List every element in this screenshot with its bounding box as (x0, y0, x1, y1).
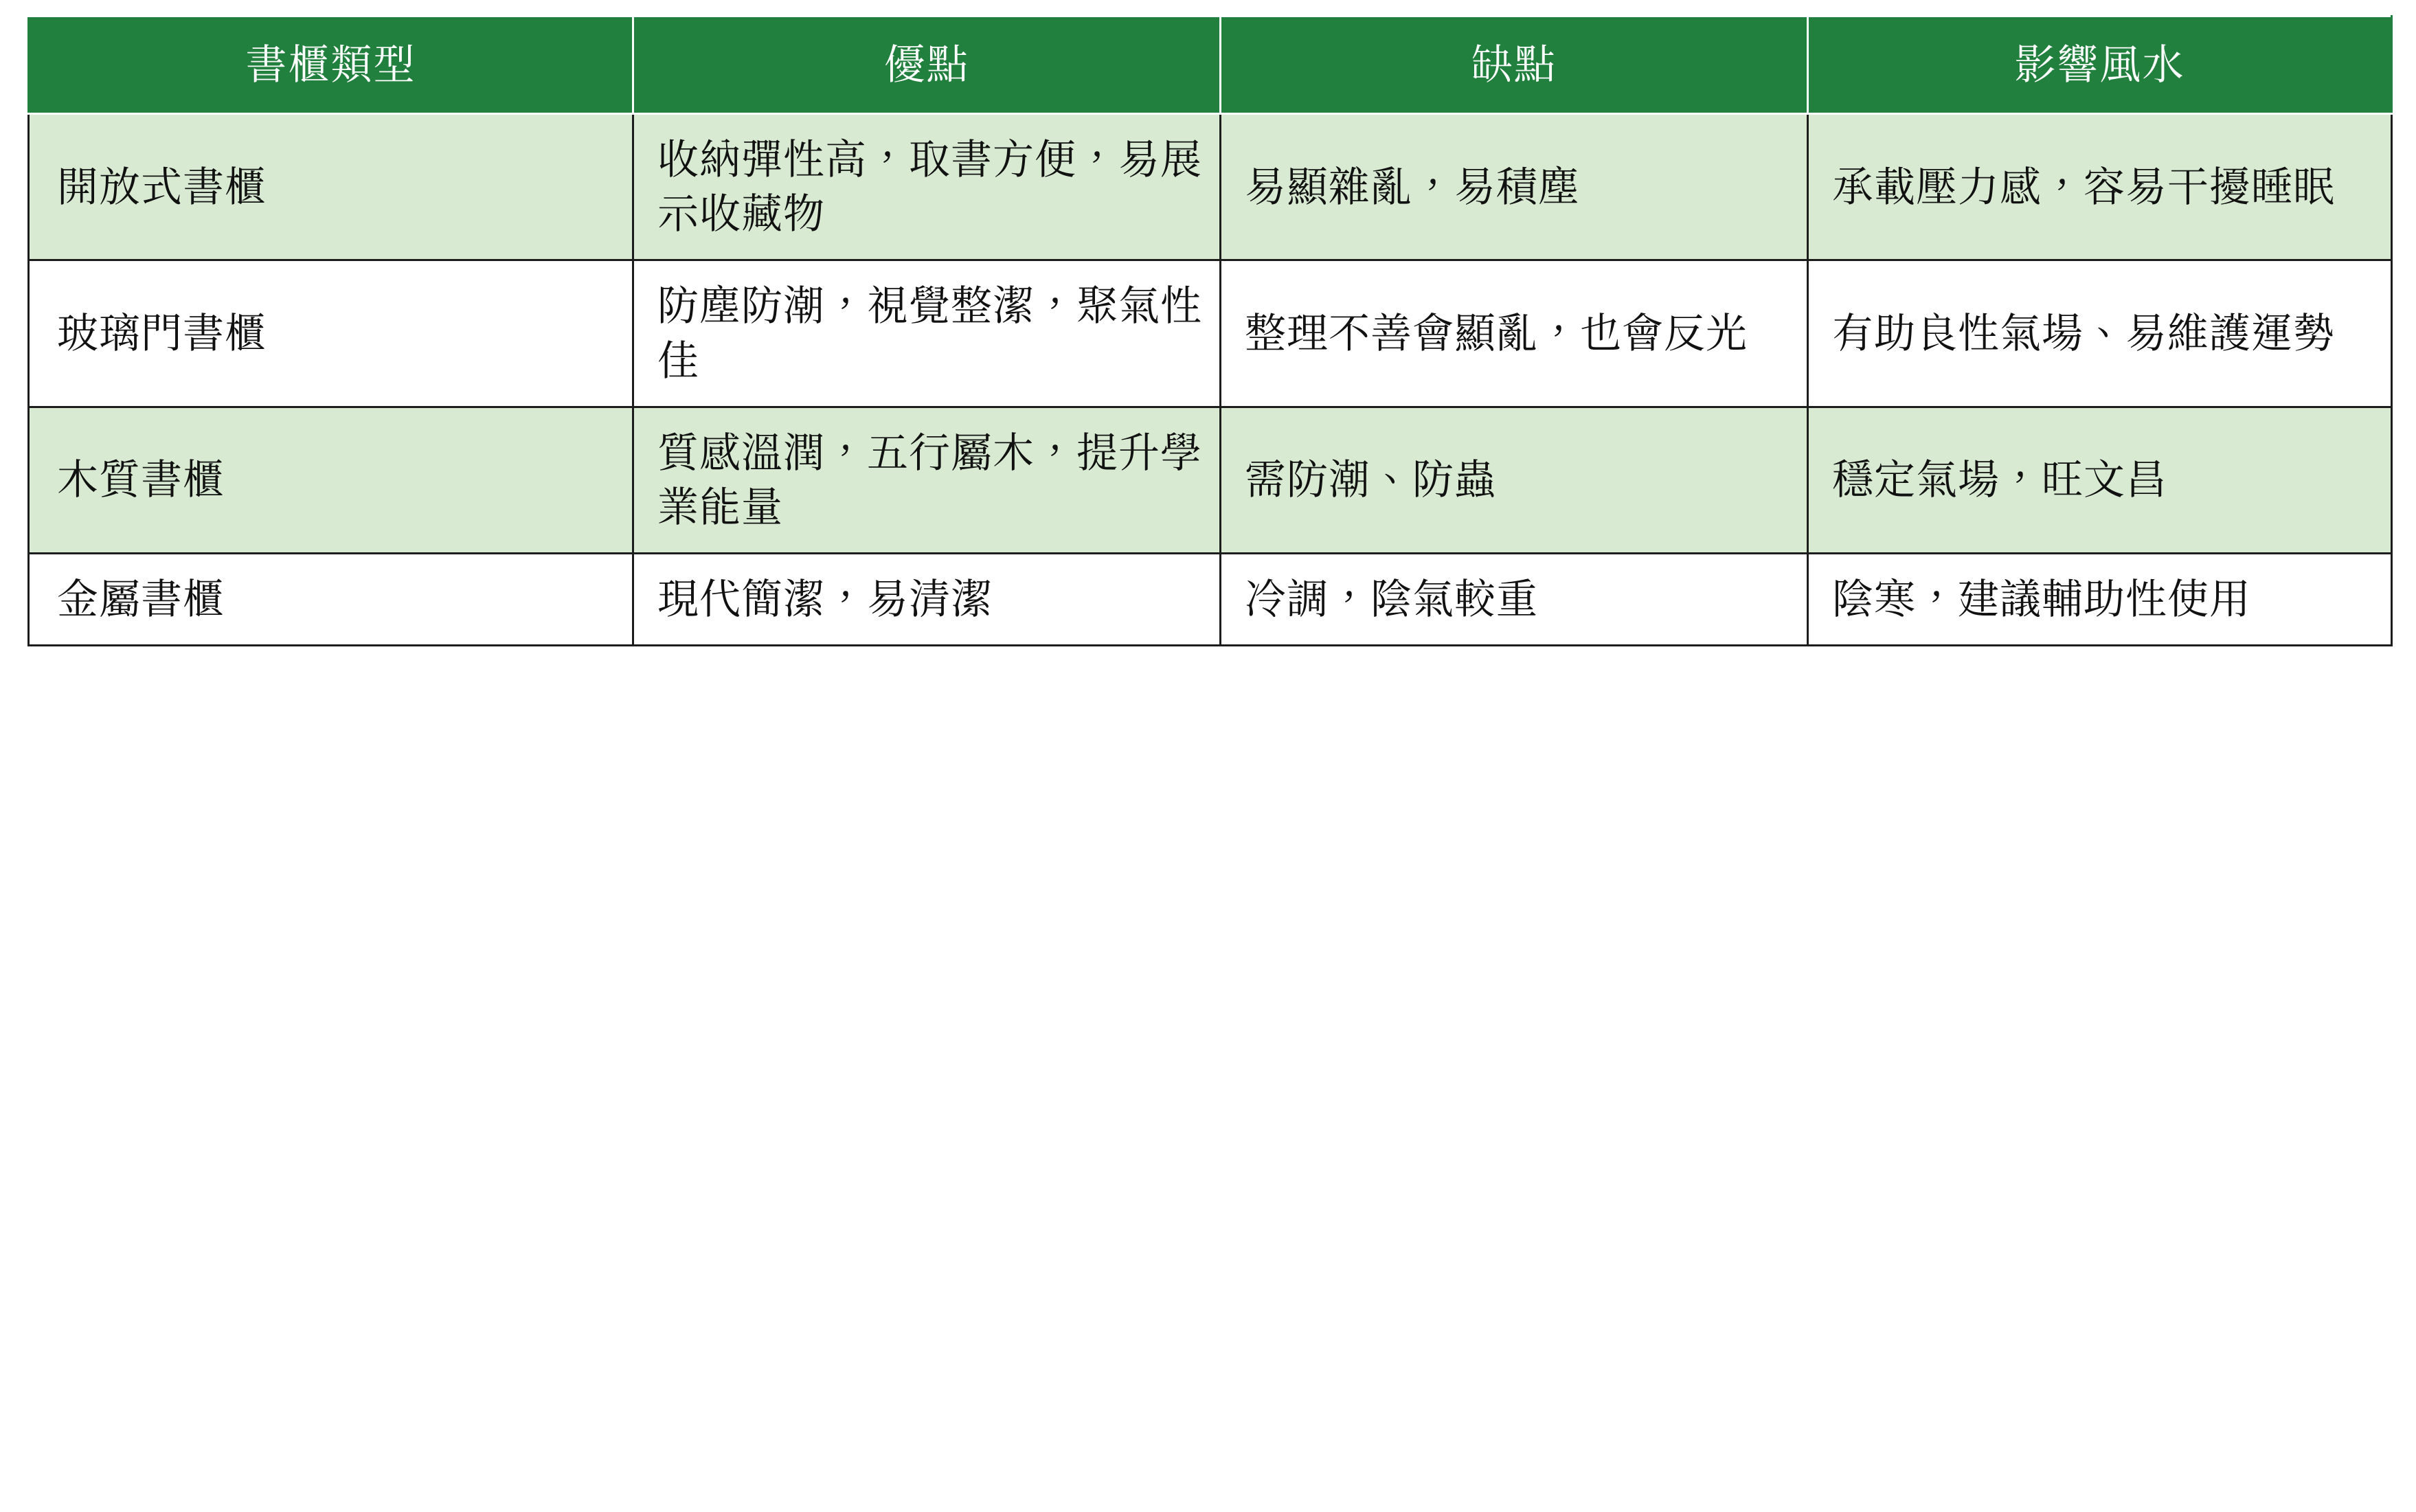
cell-cons: 冷調，陰氣較重 (1221, 554, 1808, 646)
table-body (29, 114, 2392, 646)
column-header-cons: 缺點 (1221, 16, 1808, 114)
cell-fengshui: 承載壓力感，容易干擾睡眠 (1808, 114, 2392, 260)
bookcase-comparison-table (27, 15, 2393, 646)
table-header (29, 16, 2392, 114)
cell-type: 木質書櫃 (29, 407, 633, 553)
cell-cons: 整理不善會顯亂，也會反光 (1221, 260, 1808, 407)
cell-cons: 易顯雜亂，易積塵 (1221, 114, 1808, 260)
cell-pros: 質感溫潤，五行屬木，提升學業能量 (633, 407, 1221, 553)
cell-fengshui: 陰寒，建議輔助性使用 (1808, 554, 2392, 646)
cell-fengshui: 有助良性氣場、易維護運勢 (1808, 260, 2392, 407)
cell-type: 金屬書櫃 (29, 554, 633, 646)
cell-pros: 現代簡潔，易清潔 (633, 554, 1221, 646)
table-row (29, 554, 2392, 646)
table-row (29, 114, 2392, 260)
cell-cons: 需防潮、防蟲 (1221, 407, 1808, 553)
column-header-fengshui: 影響風水 (1808, 16, 2392, 114)
cell-pros: 收納彈性高，取書方便，易展示收藏物 (633, 114, 1221, 260)
table-row (29, 260, 2392, 407)
table-header-row (29, 16, 2392, 114)
cell-fengshui: 穩定氣場，旺文昌 (1808, 407, 2392, 553)
cell-pros: 防塵防潮，視覺整潔，聚氣性佳 (633, 260, 1221, 407)
cell-type: 開放式書櫃 (29, 114, 633, 260)
column-header-pros: 優點 (633, 16, 1221, 114)
column-header-type: 書櫃類型 (29, 16, 633, 114)
table-row (29, 407, 2392, 553)
cell-type: 玻璃門書櫃 (29, 260, 633, 407)
